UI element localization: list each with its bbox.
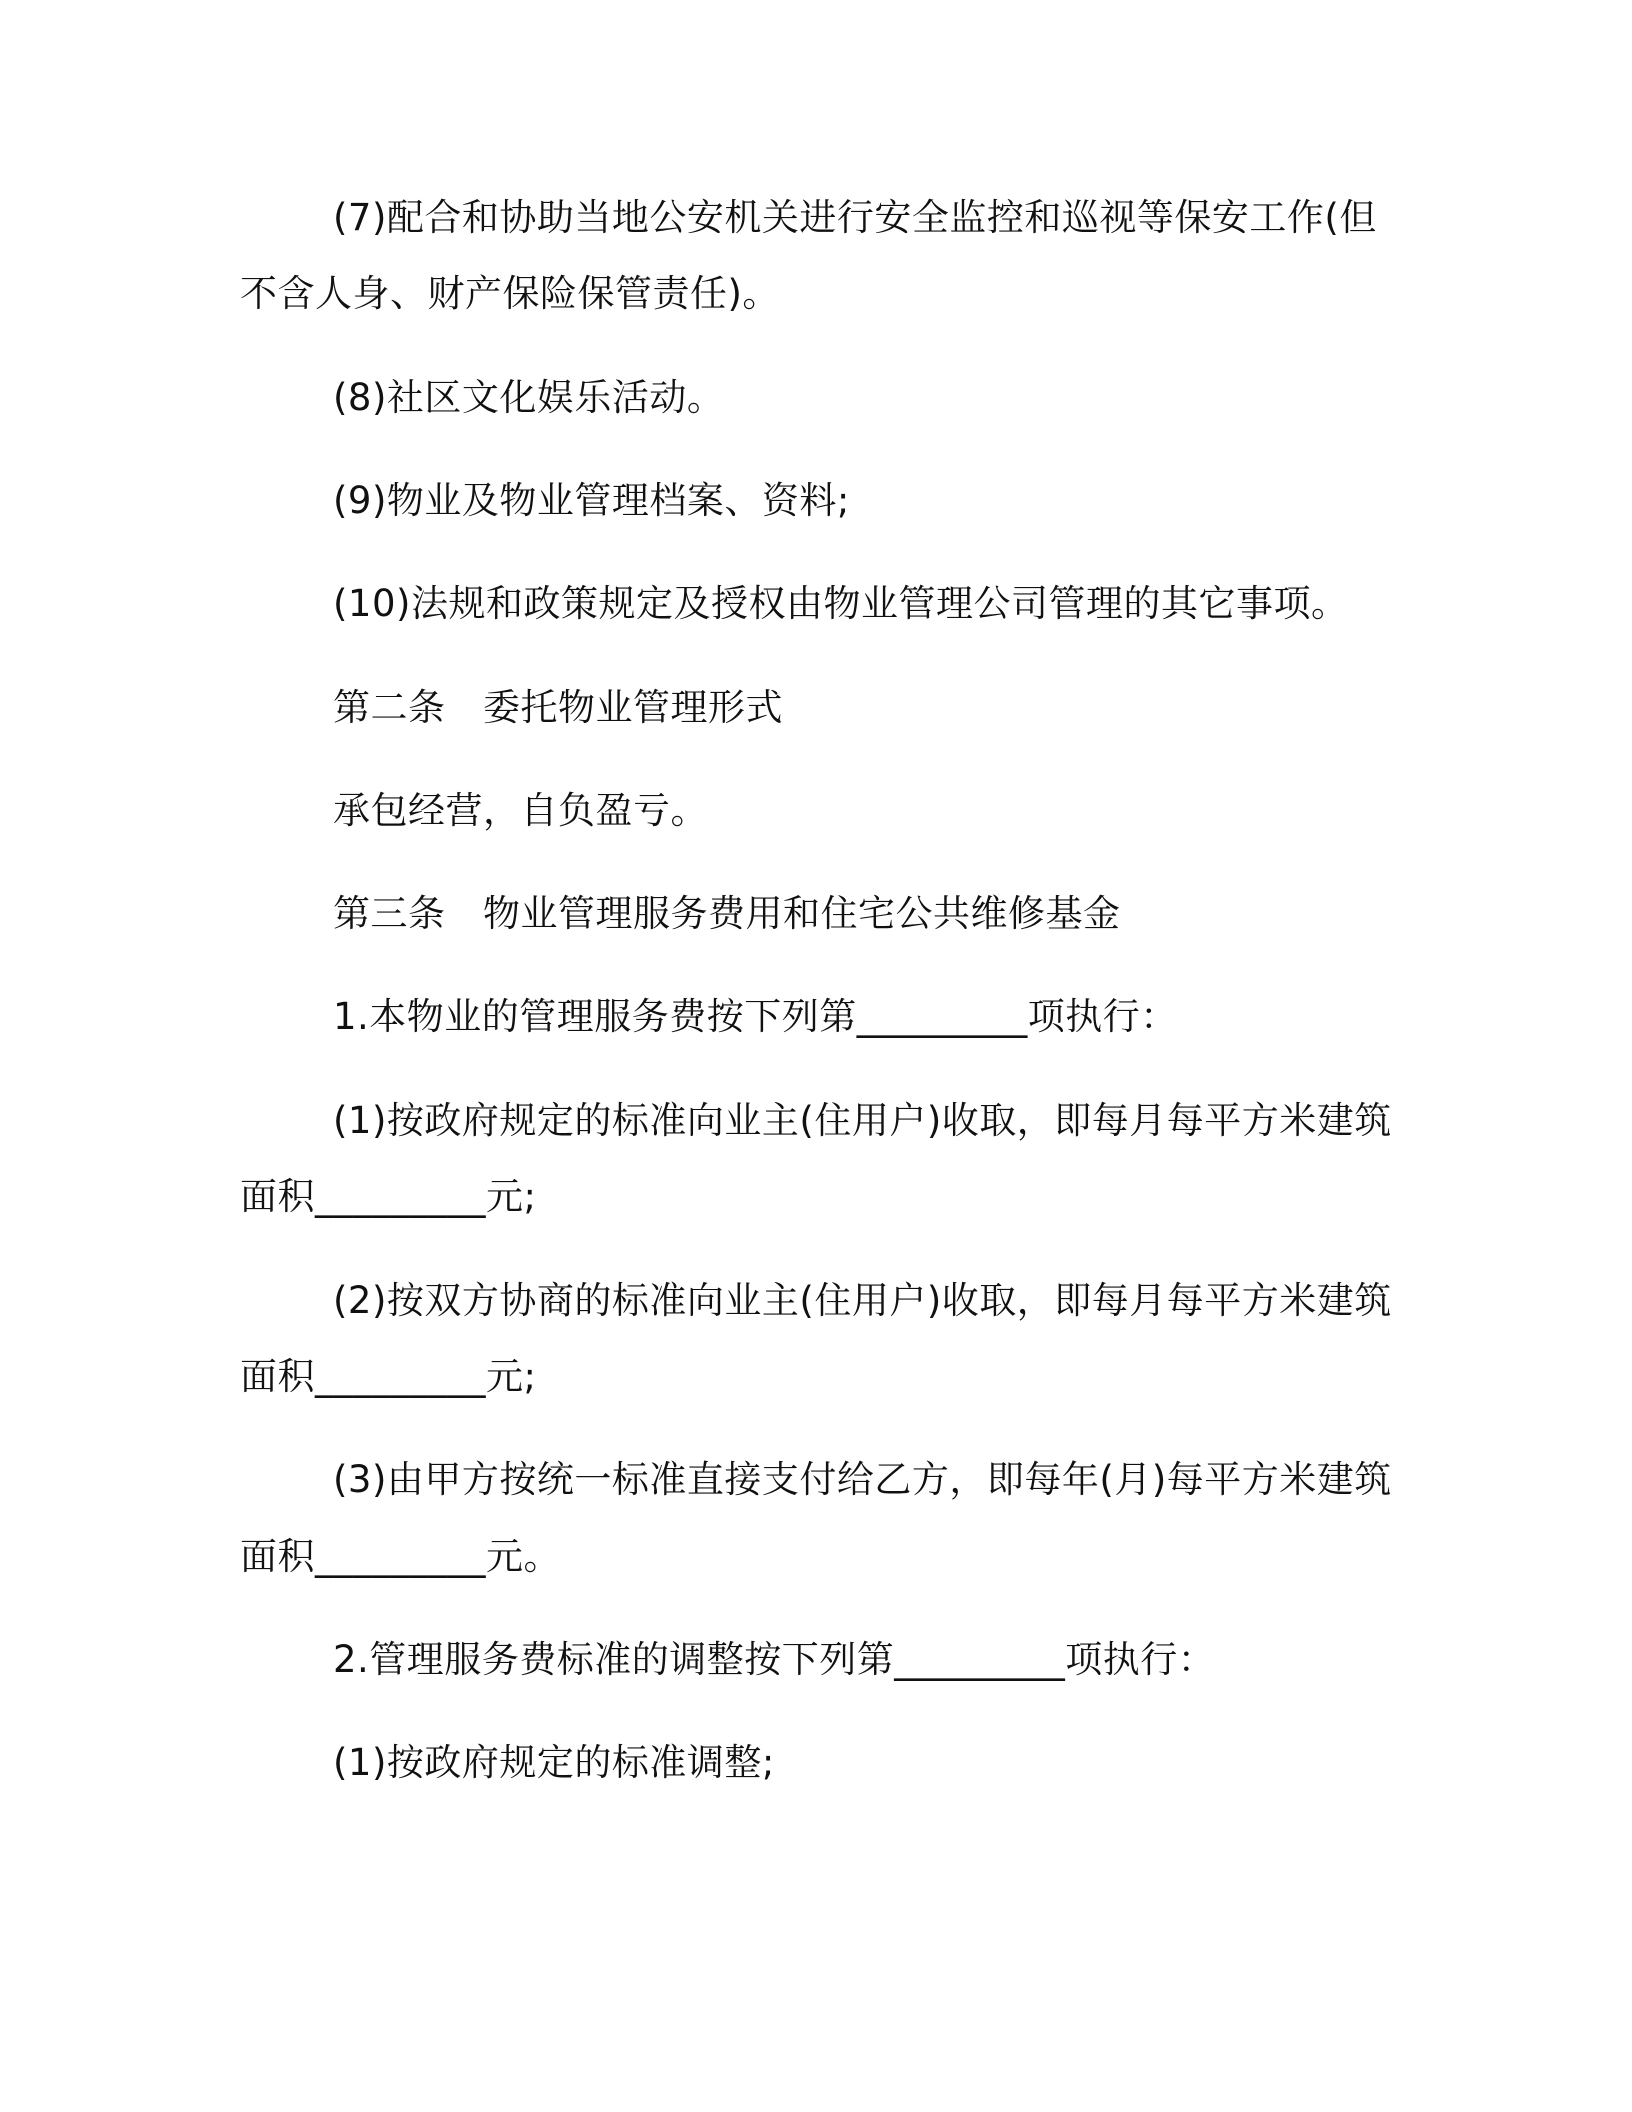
article-2-heading: 第二条 委托物业管理形式 [333,686,783,729]
article-3-heading: 第三条 物业管理服务费用和住宅公共维修基金 [333,892,1121,935]
clause-7-line-2: 不含人身、财产保险保管责任)。 [240,272,780,315]
fee-option-1-line-2: 面积_________元; [240,1175,537,1218]
article-2-body: 承包经营，自负盈亏。 [333,789,708,832]
clause-10: (10)法规和政策规定及授权由物业管理公司管理的其它事项。 [333,582,1349,625]
adjust-option-1: (1)按政府规定的标准调整; [333,1741,775,1784]
clause-7-line-1: (7)配合和协助当地公安机关进行安全监控和巡视等保安工作(但 [333,196,1377,239]
fee-option-1-line-1: (1)按政府规定的标准向业主(住用户)收取，即每月每平方米建筑 [333,1099,1392,1142]
clause-8: (8)社区文化娱乐活动。 [333,376,725,419]
fee-item-2: 2.管理服务费标准的调整按下列第_________项执行： [333,1638,1216,1681]
fee-option-2-line-1: (2)按双方协商的标准向业主(住用户)收取，即每月每平方米建筑 [333,1279,1392,1322]
clause-9: (9)物业及物业管理档案、资料; [333,479,850,522]
fee-option-2-line-2: 面积_________元; [240,1355,537,1398]
fee-option-3-line-2: 面积_________元。 [240,1535,561,1578]
fee-item-1: 1.本物业的管理服务费按下列第_________项执行： [333,995,1178,1038]
fee-option-3-line-1: (3)由甲方按统一标准直接支付给乙方，即每年(月)每平方米建筑 [333,1458,1392,1501]
